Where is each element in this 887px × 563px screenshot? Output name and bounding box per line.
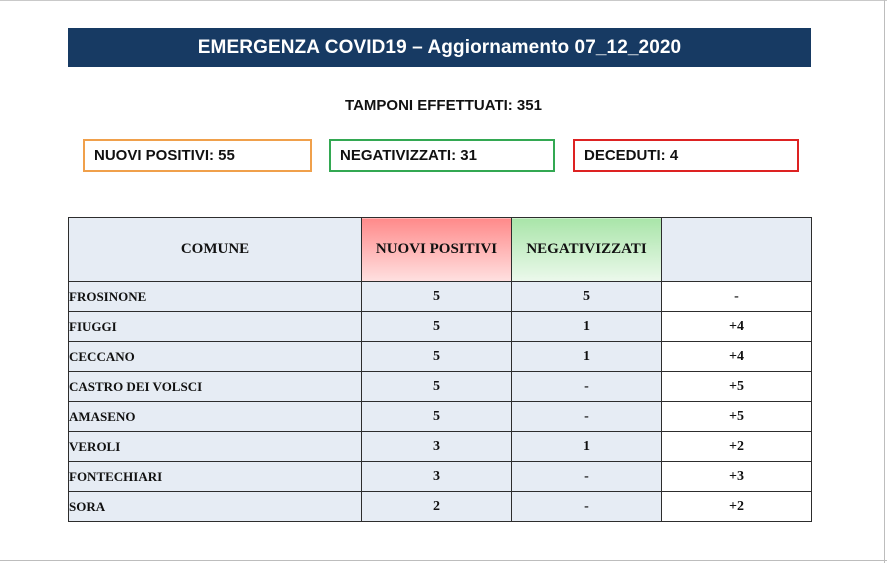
page-border-top xyxy=(0,0,887,1)
table-row xyxy=(69,342,812,372)
page-border-right xyxy=(884,0,885,563)
cell-comune: AMASENO xyxy=(69,402,362,432)
table-header-row xyxy=(69,218,812,282)
negativizzati-label: NEGATIVIZZATI: 31 xyxy=(340,147,477,164)
negativizzati-box xyxy=(329,139,555,172)
cell-variazione: - xyxy=(662,282,812,312)
cell-nuovi-positivi: 3 xyxy=(362,432,512,462)
tamponi-count: TAMPONI EFFETTUATI: 351 xyxy=(345,97,542,114)
deceduti-label: DECEDUTI: 4 xyxy=(584,147,679,164)
cell-comune: SORA xyxy=(69,492,362,522)
cell-negativizzati: 5 xyxy=(512,282,662,312)
cell-nuovi-positivi: 5 xyxy=(362,282,512,312)
column-header-variazione xyxy=(662,218,812,282)
cell-comune: CECCANO xyxy=(69,342,362,372)
column-header-comune: COMUNE xyxy=(69,218,362,282)
cell-negativizzati: 1 xyxy=(512,342,662,372)
page-title: EMERGENZA COVID19 – Aggiornamento 07_12_2020 xyxy=(197,36,682,58)
cell-negativizzati: - xyxy=(512,372,662,402)
cell-nuovi-positivi: 5 xyxy=(362,312,512,342)
cell-variazione: +4 xyxy=(662,342,812,372)
table-row xyxy=(69,402,812,432)
cell-comune: FIUGGI xyxy=(69,312,362,342)
page-border-bottom xyxy=(0,560,887,561)
column-header-negativizzati: NEGATIVIZZATI xyxy=(512,218,662,282)
cell-nuovi-positivi: 5 xyxy=(362,342,512,372)
table-row xyxy=(69,312,812,342)
cell-negativizzati: 1 xyxy=(512,312,662,342)
cell-nuovi-positivi: 3 xyxy=(362,462,512,492)
table-row xyxy=(69,432,812,462)
cell-negativizzati: - xyxy=(512,492,662,522)
nuovi-positivi-label: NUOVI POSITIVI: 55 xyxy=(94,147,235,164)
table-row xyxy=(69,492,812,522)
cell-variazione: +2 xyxy=(662,432,812,462)
cell-variazione: +5 xyxy=(662,402,812,432)
column-header-nuovi-positivi: NUOVI POSITIVI xyxy=(362,218,512,282)
table-row xyxy=(69,372,812,402)
cell-comune: FROSINONE xyxy=(69,282,362,312)
cell-variazione: +5 xyxy=(662,372,812,402)
cell-comune: CASTRO DEI VOLSCI xyxy=(69,372,362,402)
cell-comune: VEROLI xyxy=(69,432,362,462)
title-banner xyxy=(68,28,811,67)
cell-negativizzati: - xyxy=(512,402,662,432)
cell-negativizzati: - xyxy=(512,462,662,492)
table-row xyxy=(69,282,812,312)
comuni-table xyxy=(68,217,812,522)
cell-negativizzati: 1 xyxy=(512,432,662,462)
cell-nuovi-positivi: 5 xyxy=(362,372,512,402)
nuovi-positivi-box xyxy=(83,139,312,172)
cell-nuovi-positivi: 5 xyxy=(362,402,512,432)
cell-variazione: +3 xyxy=(662,462,812,492)
cell-comune: FONTECHIARI xyxy=(69,462,362,492)
cell-nuovi-positivi: 2 xyxy=(362,492,512,522)
deceduti-box xyxy=(573,139,799,172)
cell-variazione: +2 xyxy=(662,492,812,522)
cell-variazione: +4 xyxy=(662,312,812,342)
table-row xyxy=(69,462,812,492)
